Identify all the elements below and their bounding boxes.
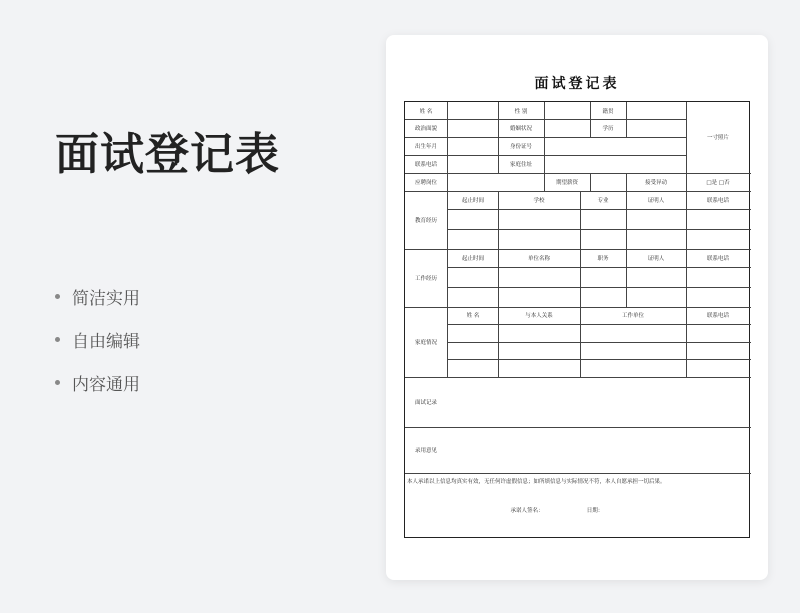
label-native-place: 籍贯 — [602, 109, 614, 115]
grid-line — [447, 342, 751, 343]
feature-label: 简洁实用 — [72, 288, 140, 309]
grid-line — [447, 102, 448, 377]
label-address: 家庭住址 — [509, 162, 533, 168]
label-education: 学历 — [602, 126, 614, 132]
grid-line — [447, 359, 751, 360]
grid-line — [447, 209, 751, 210]
bullet-icon — [55, 294, 60, 299]
grid-line — [626, 191, 627, 249]
section-education: 教育经历 — [414, 218, 438, 224]
section-work: 工作经历 — [414, 276, 438, 282]
grid-line — [498, 155, 499, 173]
col-header: 职务 — [597, 256, 609, 262]
photo-box-label: 一寸照片 — [706, 135, 730, 141]
bullet-icon — [55, 380, 60, 385]
grid-line — [498, 307, 499, 377]
label-marital: 婚姻状况 — [509, 126, 533, 132]
col-header: 工作单位 — [621, 313, 645, 319]
feature-label: 自由编辑 — [72, 331, 140, 352]
label-name: 姓 名 — [419, 109, 433, 115]
grid-line — [405, 427, 751, 428]
grid-line — [580, 307, 581, 377]
grid-line — [498, 191, 499, 249]
yes-no-checkbox[interactable]: □是 □否 — [706, 180, 730, 186]
grid-line — [590, 102, 591, 137]
grid-line — [498, 102, 499, 155]
grid-line — [405, 173, 751, 174]
grid-line — [590, 173, 591, 191]
label-interview-record: 面试记录 — [414, 400, 438, 406]
bullet-icon — [55, 337, 60, 342]
grid-line — [686, 102, 687, 173]
grid-line — [447, 324, 751, 325]
label-gender: 性 别 — [514, 109, 528, 115]
declaration-text: 本人承诺以上信息均真实有效，无任何许虚假信息；如所填信息与实际情况不符，本人自愿承担一切后果。 — [407, 479, 666, 485]
feature-item — [55, 328, 140, 350]
label-political: 政治面貌 — [414, 126, 438, 132]
col-header: 联系电话 — [706, 198, 730, 204]
label-birth: 出生年月 — [414, 144, 438, 150]
grid-line — [580, 191, 581, 249]
feature-label: 内容通用 — [72, 374, 140, 395]
col-header: 与本人关系 — [525, 313, 553, 319]
grid-line — [544, 173, 545, 191]
grid-line — [686, 173, 687, 191]
grid-line — [686, 249, 687, 307]
grid-line — [405, 307, 751, 308]
label-hiring-opinion: 录用意见 — [414, 448, 438, 454]
grid-line — [498, 249, 499, 307]
grid-line — [405, 249, 751, 250]
grid-line — [447, 287, 751, 288]
label-phone: 联系电话 — [414, 162, 438, 168]
grid-line — [686, 307, 687, 377]
grid-line — [405, 377, 751, 378]
col-header: 证明人 — [647, 256, 665, 262]
label-position: 应聘岗位 — [414, 180, 438, 186]
label-id-number: 身份证号 — [509, 144, 533, 150]
grid-line — [580, 249, 581, 307]
col-header: 单位名称 — [527, 256, 551, 262]
form-preview-card — [386, 35, 768, 580]
label-date: 日期： — [586, 508, 604, 514]
grid-line — [405, 191, 751, 192]
label-accept-adjust: 接受异动 — [644, 180, 668, 186]
form-title: 面试登记表 — [534, 76, 620, 92]
col-header: 证明人 — [647, 198, 665, 204]
grid-line — [626, 249, 627, 307]
form-grid — [404, 101, 750, 538]
col-header: 姓 名 — [466, 313, 480, 319]
grid-line — [686, 191, 687, 249]
col-header: 学校 — [533, 198, 545, 204]
col-header: 联系电话 — [706, 313, 730, 319]
label-signature: 承诺人签名： — [510, 508, 544, 514]
col-header: 起止时间 — [461, 256, 485, 262]
feature-list — [55, 285, 140, 414]
grid-line — [447, 229, 751, 230]
grid-line — [447, 267, 751, 268]
grid-line — [405, 473, 751, 474]
grid-line — [626, 102, 627, 137]
grid-line — [626, 173, 627, 191]
col-header: 起止时间 — [461, 198, 485, 204]
section-family: 家庭情况 — [414, 340, 438, 346]
grid-line — [544, 102, 545, 173]
col-header: 专业 — [597, 198, 609, 204]
feature-item — [55, 371, 140, 393]
feature-item — [55, 285, 140, 307]
hero-title: 面试登记表 — [55, 129, 280, 180]
col-header: 联系电话 — [706, 256, 730, 262]
label-salary: 期望薪资 — [555, 180, 579, 186]
